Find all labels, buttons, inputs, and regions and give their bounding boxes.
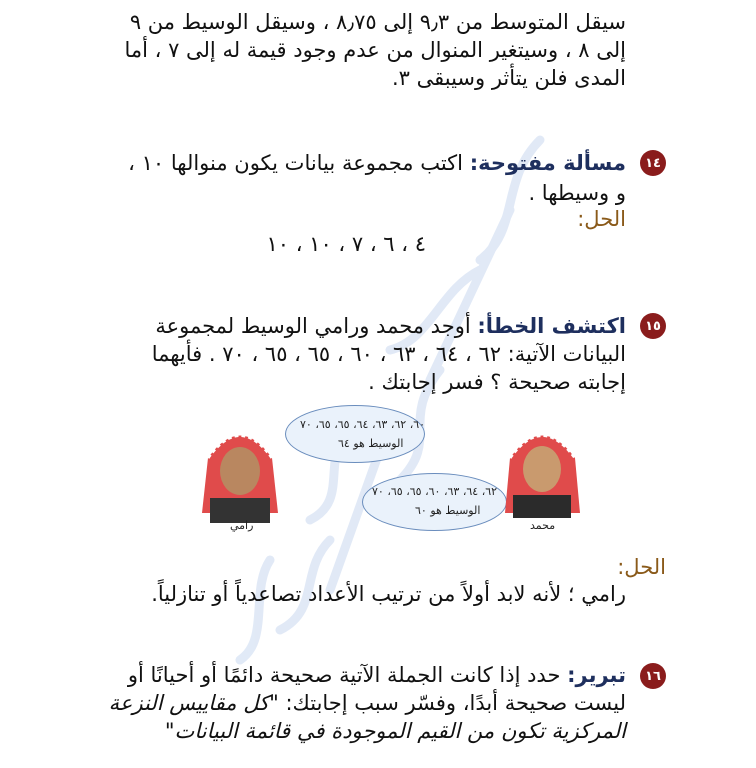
question-15-statement bbox=[155, 312, 626, 340]
mohamed-bubble-data: ٦٢، ٦٤، ٦٣، ٦٠، ٦٥، ٦٥، ٧٠ bbox=[372, 485, 498, 498]
mohamed-caption: محمد bbox=[530, 519, 556, 532]
rami-bubble-data: ٦٠، ٦٢، ٦٣، ٦٤، ٦٥، ٦٥، ٧٠ bbox=[300, 418, 426, 431]
rami-bubble bbox=[285, 405, 425, 463]
rami-bubble-median: الوسيط هو ٦٤ bbox=[338, 437, 404, 450]
question-15-number: ١٥ bbox=[645, 318, 661, 334]
question-15-badge bbox=[640, 313, 666, 339]
mohamed-bubble bbox=[362, 473, 507, 531]
question-15-text: أوجد محمد ورامي الوسيط لمجموعة bbox=[155, 314, 471, 338]
previous-answer-line-3: المدى فلن يتأثر وسيبقى ٣. bbox=[391, 66, 626, 90]
question-16-text-2: ليست صحيحة أبدًا، وفسّر سبب إجابتك: bbox=[285, 691, 626, 715]
question-14-solution-label: الحل: bbox=[577, 207, 626, 231]
rami-caption: رامي bbox=[230, 519, 254, 532]
previous-answer bbox=[124, 8, 626, 92]
question-14-text-2: و وسيطها . bbox=[528, 181, 626, 205]
question-16-quote-1: "كل مقاييس النزعة bbox=[108, 691, 279, 715]
question-16-statement bbox=[128, 661, 626, 689]
mohamed-image bbox=[495, 413, 590, 518]
question-16-text: حدد إذا كانت الجملة الآتية صحيحة دائمًا أو أحيانًا أو bbox=[127, 663, 561, 687]
question-16-number: ١٦ bbox=[645, 668, 661, 684]
question-14-text: اكتب مجموعة بيانات يكون منوالها ١٠ ، bbox=[128, 151, 463, 175]
question-14-heading: مسألة مفتوحة: bbox=[469, 151, 626, 175]
question-14-answer: ٤ ، ٦ ، ٧ ، ١٠ ، ١٠ bbox=[266, 232, 426, 256]
question-14-number: ١٤ bbox=[645, 155, 661, 171]
question-16-text-2-line bbox=[109, 689, 626, 717]
mohamed-bubble-median: الوسيط هو ٦٠ bbox=[415, 504, 481, 517]
rami-image bbox=[190, 413, 290, 523]
question-15-answer: رامي ؛ لأنه لابد أولاً من ترتيب الأعداد تصاعدياً أو تنازلياً. bbox=[151, 582, 626, 606]
question-14-statement bbox=[128, 149, 626, 177]
question-16-badge bbox=[640, 663, 666, 689]
question-15-text-3: إجابته صحيحة ؟ فسر إجابتك . bbox=[368, 370, 626, 394]
question-15-heading: اكتشف الخطأ: bbox=[477, 314, 626, 338]
question-16-quote-2: المركزية تكون من القيم الموجودة في قائمة البيانات" bbox=[164, 719, 626, 743]
question-16-heading: تبرير: bbox=[567, 663, 626, 687]
previous-answer-line-2: إلى ٨ ، وسيتغير المنوال من عدم وجود قيمة له إلى ٧ ، أما bbox=[124, 38, 626, 62]
question-14-badge bbox=[640, 150, 666, 176]
question-15-solution-label: الحل: bbox=[617, 555, 666, 579]
previous-answer-line-1: سيقل المتوسط من ٩٫٣ إلى ٨٫٧٥ ، وسيقل الوسيط من ٩ bbox=[129, 10, 626, 34]
median-illustration bbox=[190, 405, 590, 540]
question-15-text-2: البيانات الآتية: ٦٢ ، ٦٤ ، ٦٣ ، ٦٠ ، ٦٥ ، ٦٥ ، ٧٠ . فأيهما bbox=[151, 342, 626, 366]
